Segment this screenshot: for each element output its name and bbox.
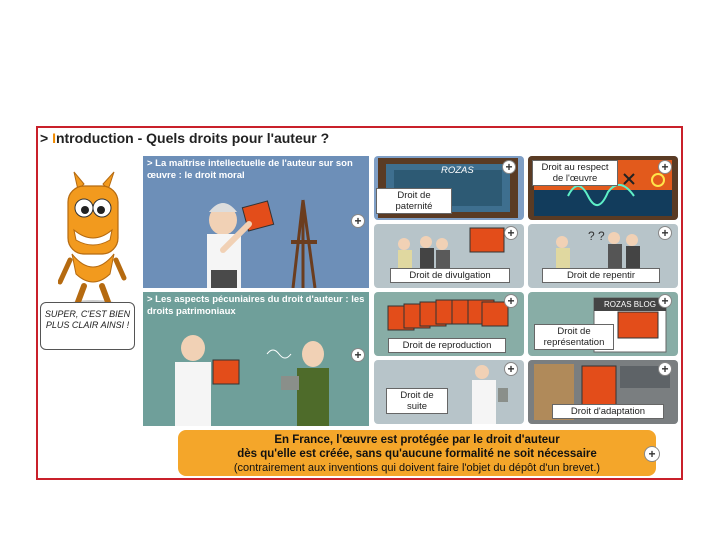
label-paternite: Droit de paternité <box>376 188 452 214</box>
cell-suite[interactable] <box>374 360 524 424</box>
content-frame <box>36 126 683 480</box>
sale-illustration <box>163 326 353 426</box>
cell-representation[interactable] <box>528 292 678 356</box>
label-repentir: Droit de repentir <box>542 268 660 283</box>
speech-bubble: SUPER, C'EST BIEN PLUS CLAIR AINSI ! <box>40 302 135 350</box>
cell-repentir[interactable] <box>528 224 678 288</box>
cell-respect[interactable] <box>528 156 678 220</box>
patrimonial-rights-plus-button[interactable]: + <box>351 348 365 362</box>
moral-rights-panel <box>143 156 369 288</box>
patrimonial-rights-panel <box>143 292 369 426</box>
painter-illustration <box>183 190 353 288</box>
signature-text: ROZAS <box>441 165 474 176</box>
info-banner <box>178 430 656 476</box>
banner-plus-button[interactable]: + <box>644 446 660 462</box>
representation-plus-button[interactable]: + <box>658 294 672 308</box>
label-respect: Droit au respect de l'œuvre <box>532 160 618 186</box>
cell-reproduction[interactable] <box>374 292 524 356</box>
patrimonial-rights-heading: > Les aspects pécuniaires du droit d'auteur : les droits patrimoniaux <box>147 294 365 317</box>
title-arrow: > <box>40 130 49 146</box>
label-reproduction: Droit de reproduction <box>388 338 506 353</box>
divulgation-plus-button[interactable]: + <box>504 226 518 240</box>
svg-text:? ?: ? ? <box>588 229 605 243</box>
mascot-character <box>58 150 128 315</box>
blog-banner: ROZAS BLOG <box>594 298 666 311</box>
reproduction-plus-button[interactable]: + <box>504 294 518 308</box>
cell-divulgation[interactable] <box>374 224 524 288</box>
adaptation-plus-button[interactable]: + <box>658 362 672 376</box>
respect-plus-button[interactable]: + <box>658 160 672 174</box>
label-adaptation: Droit d'adaptation <box>552 404 664 419</box>
cell-adaptation[interactable] <box>528 360 678 424</box>
title-text: ntroduction - Quels droits pour l'auteur ? <box>55 130 330 146</box>
page-title <box>40 130 329 146</box>
moral-rights-heading: > La maîtrise intellectuelle de l'auteur sur son œuvre : le droit moral <box>147 158 353 181</box>
label-divulgation: Droit de divulgation <box>390 268 510 283</box>
cell-paternite[interactable] <box>374 156 524 220</box>
label-representation: Droit de représentation <box>534 324 614 350</box>
suite-plus-button[interactable]: + <box>504 362 518 376</box>
banner-line-3: (contrairement aux inventions qui doivent faire l'objet du dépôt d'un brevet.) <box>233 462 601 474</box>
banner-line-1: En France, l'œuvre est protégée par le droit d'auteur <box>274 434 560 446</box>
label-suite: Droit de suite <box>386 388 448 414</box>
banner-line-2: dès qu'elle est créée, sans qu'aucune formalité ne soit nécessaire <box>237 448 597 460</box>
paternite-plus-button[interactable]: + <box>502 160 516 174</box>
repentir-plus-button[interactable]: + <box>658 226 672 240</box>
moral-rights-plus-button[interactable]: + <box>351 214 365 228</box>
title-initial: I <box>52 130 56 146</box>
